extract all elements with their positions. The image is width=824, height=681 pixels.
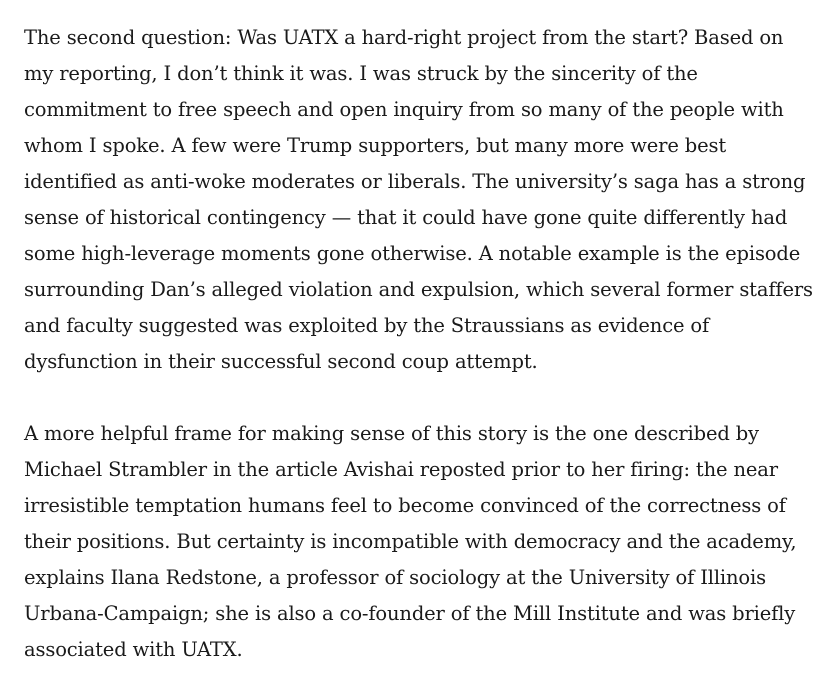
paragraph-2: A more helpful frame for making sense of this story is the one described by Michael Strambler in the article Avishai reposted prior to her firing: the near irresistible temptation humans feel to become convinced of the correctness of their positions. But certainty is incompatible with democracy and the academy, explains Ilana Redstone, a professor of sociology at the University of Illinois Urbana-Campaign; she is also a co-founder of the Mill Institute and was briefly associated with UATX.	[24, 422, 797, 661]
paragraph-1: The second question: Was UATX a hard-right project from the start? Based on my reporting, I don’t think it was. I was struck by the sincerity of the commitment to free speech and open inquiry from so many of the people with whom I spoke. A few were Trump supporters, but many more were best identified as anti-woke moderates or liberals. The university’s saga has a strong sense of historical contingency — that it could have gone quite differently had some high-leverage moments gone otherwise. A notable example is the episode surrounding Dan’s alleged violation and expulsion, which several former staffers and faculty suggested was exploited by the Straussians as evidence of dysfunction in their successful second coup attempt.	[24, 26, 813, 373]
article-body	[24, 20, 814, 668]
